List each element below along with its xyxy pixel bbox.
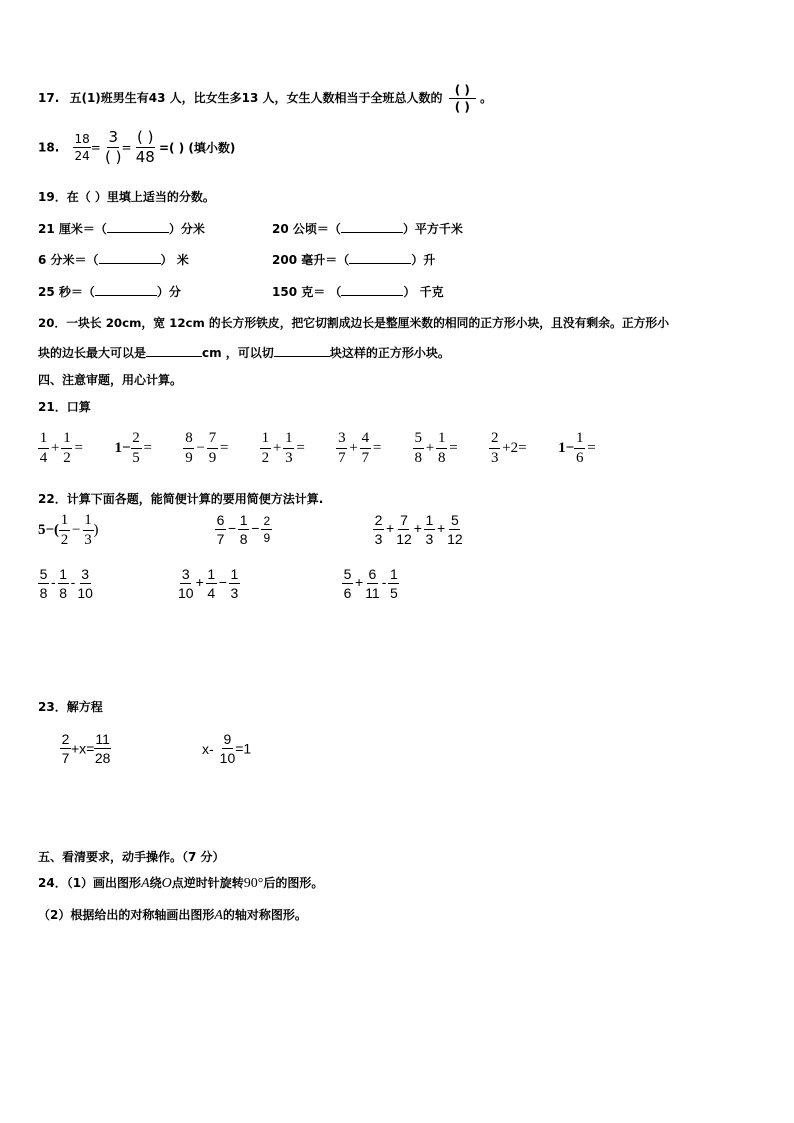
q18-tail: =( ) (填小数) [159, 141, 236, 155]
fraction: $\frac{5}{8}$ [39, 566, 48, 601]
fraction: $\frac{2}{3}$ [490, 430, 499, 466]
fraction: $\frac{8}{9}$ [185, 430, 193, 466]
fraction: $\frac{1}{3}$ [425, 512, 434, 547]
q17-number: 17. [38, 91, 60, 105]
question-22-title: 22．计算下面各题，能简便计算的要用简便方法计算. [38, 492, 324, 506]
fraction: $\frac{1}{3}$ [84, 512, 92, 548]
q20-line-2: 块的边长最大可以是 cm ，可以切 块这样的正方形小块。 [38, 346, 450, 360]
q17-frac-den: ( ) [454, 100, 470, 114]
fraction: $\frac{6}{7}$ [216, 512, 225, 547]
fraction: $\frac{2}{7}$ [61, 731, 70, 766]
answer-blank[interactable] [107, 222, 169, 233]
answer-blank[interactable] [99, 253, 161, 264]
fraction: $\frac{1}{8}$ [239, 512, 248, 547]
q18-fraction-1: $\frac{18}{24}$ [74, 132, 90, 163]
fraction: $\frac{1}{3}$ [285, 430, 293, 466]
q17-answer-fraction [449, 84, 476, 113]
fraction: $\frac{7}{9}$ [208, 430, 217, 466]
q22-expr-6: $\frac{5}{6}$ + $\frac{6}{11}$ - $\frac{1}{5}$ [343, 566, 398, 601]
fraction: $\frac{1}{3}$ [230, 566, 239, 601]
fraction: $\frac{1}{5}$ [390, 566, 398, 601]
q23-equation-2: x- $\frac{9}{10}$ =1 [202, 731, 252, 766]
q18-number: 18. [38, 140, 60, 155]
q20-line-1: 20．一块长 20cm，宽 12cm 的长方形铁皮，把它切割成边长是整厘米数的相同的正方形小块，且没有剩余。正方形小 [38, 316, 670, 330]
q22-expr-1: 5−( $\frac{1}{2}$ − $\frac{1}{3}$ ) [38, 512, 99, 548]
q19-row-1-left: 21 厘米＝（ ）分米 [38, 222, 205, 236]
q19-row-3-left: 25 秒＝（ ）分 [38, 285, 181, 299]
fraction: $\frac{11}{28}$ [94, 731, 111, 766]
q18-fraction-2: $\frac{3}{( )}$ [104, 128, 122, 166]
q22-expr-4: $\frac{5}{8}$ - $\frac{1}{8}$ - $\frac{3}{10}$ [39, 566, 93, 601]
q17-text: 五(1)班男生有43 人，比女生多13 人，女生人数相当于全班总人数的 [69, 91, 443, 105]
q22-expr-3: $\frac{2}{3}$ + $\frac{7}{12}$ + $\frac{1}{3}$ + $\frac{5}{12}$ [374, 512, 463, 547]
q22-expr-2: $\frac{6}{7}$ − $\frac{1}{8}$ − $\frac{2}{9}$ [215, 513, 272, 546]
fraction: $\frac{9}{10}$ [219, 731, 236, 766]
q19-row-2-right: 200 毫升＝（ ）升 [272, 253, 436, 267]
answer-blank[interactable] [341, 222, 403, 233]
fraction: $\frac{1}{4}$ [39, 430, 48, 466]
fraction: $\frac{1}{6}$ [575, 430, 584, 466]
fraction: $\frac{1}{8}$ [59, 566, 68, 601]
question-18: 18. $\frac{18}{24}$ = $\frac{3}{( )}$ = $\frac{( )}{48}$ =( ) (填小数) [38, 128, 236, 166]
answer-blank[interactable] [349, 253, 411, 264]
q21-oral-items: $\frac{1}{4}$ + $\frac{1}{2}$ = 1− $\frac{2}{5}$ = $\frac{8}{9}$ − $\frac{7}{9}$ = $\frac{1}{2}$ + $\frac{1}{3}$ = $\frac{3}{7}$ + $\frac{4}{7}$ = $\frac{5}{8}$ + $\frac{1}{8}$ = $\frac{2}{3}$ +2= 1− $\frac{1}{6}$ = [39, 430, 596, 466]
fraction: $\frac{5}{6}$ [343, 566, 352, 601]
fraction: $\frac{3}{10}$ [178, 566, 194, 601]
q24-line-2: （2）根据给出的对称轴画出图形A的轴对称图形。 [38, 908, 307, 923]
fraction: $\frac{2}{9}$ [261, 515, 272, 544]
answer-blank[interactable] [341, 285, 403, 296]
fraction: $\frac{1}{4}$ [207, 566, 216, 601]
fraction: $\frac{2}{5}$ [132, 430, 140, 466]
fraction: $\frac{6}{11}$ [365, 566, 380, 601]
fraction: $\frac{1}{2}$ [63, 430, 71, 466]
fraction: $\frac{1}{2}$ [261, 430, 270, 466]
fraction: $\frac{1}{2}$ [60, 512, 69, 548]
section-4-heading: 四、注意审题，用心计算。 [38, 373, 183, 387]
q19-row-3-right: 150 克＝ （ ） 千克 [272, 285, 444, 299]
question-21-title: 21．口算 [38, 400, 91, 414]
fraction: $\frac{5}{12}$ [447, 512, 463, 547]
q19-row-2-left: 6 分米＝（ ） 米 [38, 253, 189, 267]
answer-blank[interactable] [146, 346, 202, 357]
q19-row-1-right: 20 公顷＝（ ）平方千米 [272, 222, 463, 236]
fraction: $\frac{3}{10}$ [77, 566, 93, 601]
q22-expr-5: $\frac{3}{10}$ + $\frac{1}{4}$ − $\frac{1}{3}$ [178, 566, 239, 601]
q23-equation-1: $\frac{2}{7}$ +x= $\frac{11}{28}$ [61, 731, 111, 766]
question-17 [38, 84, 492, 113]
answer-blank[interactable] [95, 285, 157, 296]
fraction: $\frac{4}{7}$ [361, 430, 370, 466]
fraction: $\frac{7}{12}$ [396, 512, 412, 547]
q17-frac-num: ( ) [449, 84, 476, 99]
fraction: $\frac{2}{3}$ [374, 512, 383, 547]
fraction: $\frac{3}{7}$ [338, 430, 346, 466]
question-19-title: 19．在（ ）里填上适当的分数。 [38, 190, 215, 204]
answer-blank[interactable] [274, 346, 330, 357]
fraction: $\frac{1}{8}$ [438, 430, 446, 466]
fraction: $\frac{5}{8}$ [414, 430, 423, 466]
question-23-title: 23．解方程 [38, 700, 103, 714]
section-5-heading: 五、看清要求，动手操作。（7 分） [38, 850, 225, 864]
q18-fraction-3: $\frac{( )}{48}$ [135, 128, 155, 166]
q24-line-1: 24．（1）画出图形A绕O点逆时针旋转90°后的图形。 [38, 876, 324, 891]
q17-end: 。 [480, 91, 493, 105]
